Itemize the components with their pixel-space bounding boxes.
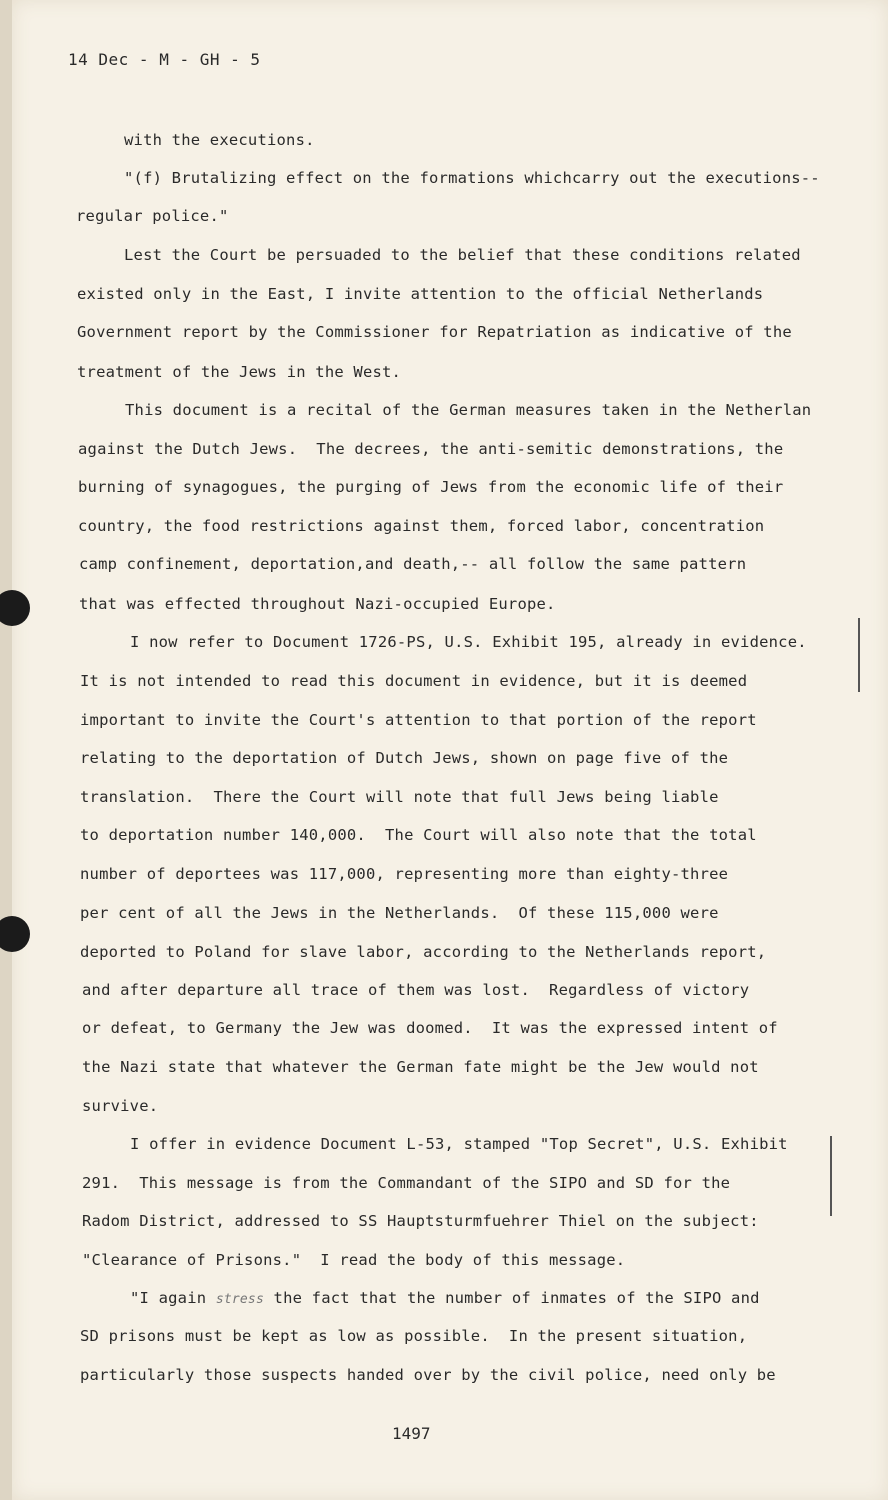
overtyped-word: stress	[215, 1292, 264, 1307]
text-line: Government report by the Commissioner for Repatriation as indicative of the	[77, 323, 792, 341]
text-line: This document is a recital of the German measures taken in the Netherlan	[125, 401, 812, 419]
text-line: translation. There the Court will note that full Jews being liable	[80, 788, 719, 806]
text-line: I now refer to Document 1726-PS, U.S. Exhibit 195, already in evidence.	[130, 633, 807, 651]
text-line: relating to the deportation of Dutch Jews, shown on page five of the	[80, 749, 729, 767]
text-line: the Nazi state that whatever the German fate might be the Jew would not	[82, 1058, 759, 1076]
text-line: and after departure all trace of them was lost. Regardless of victory	[82, 981, 750, 999]
text-line: regular police."	[76, 207, 229, 225]
text-fragment: "I again	[130, 1289, 207, 1307]
text-line: with the executions.	[124, 131, 315, 149]
page-header: 14 Dec - M - GH - 5	[68, 50, 261, 69]
text-line: camp confinement, deportation,and death,-- all follow the same pattern	[79, 555, 747, 573]
text-line: Lest the Court be persuaded to the belief that these conditions related	[124, 246, 801, 264]
text-line: SD prisons must be kept as low as possible. In the present situation,	[80, 1327, 748, 1345]
text-line: to deportation number 140,000. The Court will also note that the total	[80, 826, 757, 844]
margin-pencil-mark	[830, 1136, 832, 1216]
page-number: 1497	[392, 1424, 431, 1443]
text-line: deported to Poland for slave labor, according to the Netherlands report,	[80, 943, 767, 961]
text-line: It is not intended to read this document in evidence, but it is deemed	[80, 672, 748, 690]
text-line: or defeat, to Germany the Jew was doomed. It was the expressed intent of	[82, 1019, 778, 1037]
text-line: that was effected throughout Nazi-occupied Europe.	[79, 595, 556, 613]
text-line: particularly those suspects handed over by the civil police, need only be	[80, 1366, 776, 1384]
text-line: against the Dutch Jews. The decrees, the anti-semitic demonstrations, the	[78, 440, 784, 458]
text-line: "(f) Brutalizing effect on the formations whichcarry out the executions--	[124, 169, 820, 187]
text-line: 291. This message is from the Commandant of the SIPO and SD for the	[82, 1174, 731, 1192]
page-left-edge	[0, 0, 12, 1500]
text-line: survive.	[82, 1097, 159, 1115]
text-line: "Clearance of Prisons." I read the body of this message.	[82, 1251, 626, 1269]
text-line: I offer in evidence Document L-53, stamped "Top Secret", U.S. Exhibit	[130, 1135, 788, 1153]
text-line: burning of synagogues, the purging of Jews from the economic life of their	[78, 478, 784, 496]
text-line: country, the food restrictions against them, forced labor, concentration	[78, 517, 765, 535]
text-fragment: the fact that the number of inmates of the SIPO and	[273, 1289, 760, 1307]
text-line: per cent of all the Jews in the Netherlands. Of these 115,000 were	[80, 904, 719, 922]
text-line	[130, 1288, 760, 1310]
margin-pencil-mark	[858, 618, 860, 692]
text-line: Radom District, addressed to SS Hauptsturmfuehrer Thiel on the subject:	[82, 1212, 759, 1230]
text-line: treatment of the Jews in the West.	[77, 363, 402, 381]
text-line: existed only in the East, I invite attention to the official Netherlands	[77, 285, 764, 303]
text-line: number of deportees was 117,000, representing more than eighty-three	[80, 865, 729, 883]
text-line: important to invite the Court's attention to that portion of the report	[80, 711, 757, 729]
